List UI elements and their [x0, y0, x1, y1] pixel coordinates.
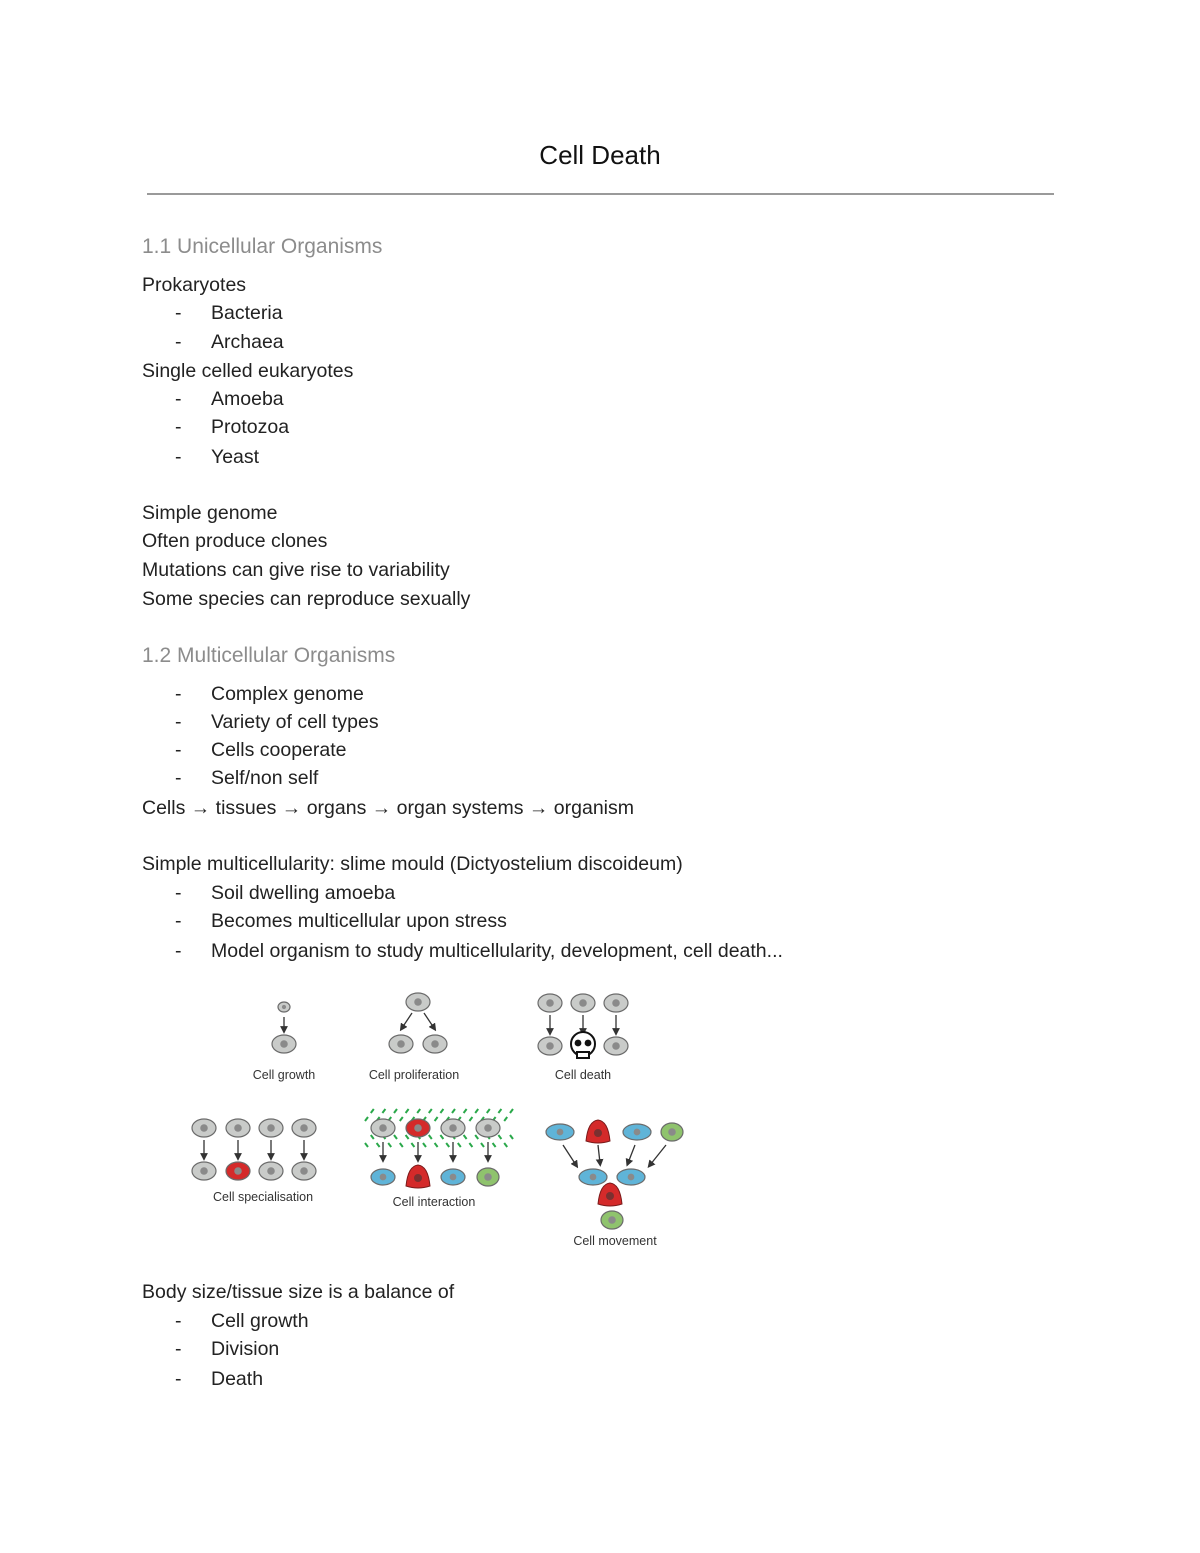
blue-cell	[441, 1169, 465, 1185]
blue-cell	[623, 1124, 651, 1140]
signal-mark	[469, 1143, 472, 1147]
list-item: - Cells cooperate	[175, 739, 347, 761]
signal-mark	[481, 1143, 484, 1147]
list-item: - Yeast	[175, 446, 260, 468]
cell-processes-figure	[180, 985, 700, 1260]
signal-mark	[377, 1143, 380, 1147]
signal-mark	[440, 1135, 443, 1139]
signal-mark	[487, 1109, 490, 1113]
signal-mark	[394, 1109, 397, 1113]
fact-line: Simple genome	[142, 502, 278, 524]
signal-mark	[400, 1143, 403, 1147]
signal-mark	[446, 1143, 449, 1147]
cell	[538, 994, 562, 1012]
signal-mark	[475, 1109, 478, 1113]
title-rule	[147, 193, 1054, 195]
skull-icon	[571, 1032, 595, 1058]
signal-mark	[411, 1143, 414, 1147]
section-heading-unicellular: 1.1 Unicellular Organisms	[142, 235, 383, 258]
signal-mark	[406, 1109, 409, 1113]
label-cell-interaction: Cell interaction	[392, 1195, 476, 1209]
list-item: - Bacteria	[175, 302, 283, 324]
red-cell	[406, 1119, 430, 1137]
signal-mark	[429, 1135, 432, 1139]
signal-mark	[464, 1135, 467, 1139]
signal-mark	[504, 1117, 507, 1121]
signal-mark	[371, 1135, 374, 1139]
cell	[292, 1162, 316, 1180]
arrow	[563, 1145, 576, 1165]
list-item: - Protozoa	[175, 416, 290, 438]
cell	[192, 1162, 216, 1180]
red-cell	[406, 1165, 430, 1188]
small-cell	[278, 1002, 290, 1012]
signal-mark	[365, 1143, 368, 1147]
signal-mark	[469, 1117, 472, 1121]
arrow	[424, 1013, 434, 1028]
cell	[476, 1119, 500, 1137]
fact-line: Often produce clones	[142, 530, 328, 552]
blue-cell	[371, 1169, 395, 1185]
signal-mark	[382, 1109, 385, 1113]
cell	[292, 1119, 316, 1137]
blue-cell	[617, 1169, 645, 1185]
cell	[389, 1035, 413, 1053]
list-item: - Self/non self	[175, 767, 319, 789]
eukaryotes-label: Single celled eukaryotes	[142, 360, 354, 382]
green-cell	[601, 1211, 623, 1229]
list-item: - Complex genome	[175, 683, 364, 705]
cell	[259, 1162, 283, 1180]
signal-mark	[458, 1143, 461, 1147]
list-item: - Death	[175, 1368, 264, 1390]
section-heading-multicellular: 1.2 Multicellular Organisms	[142, 644, 396, 667]
signal-mark	[498, 1109, 501, 1113]
signal-mark	[464, 1109, 467, 1113]
list-item: - Variety of cell types	[175, 711, 379, 733]
arrow	[650, 1145, 666, 1165]
arrow	[598, 1145, 600, 1163]
cell	[371, 1119, 395, 1137]
prokaryotes-label: Prokaryotes	[142, 274, 247, 296]
cell	[441, 1119, 465, 1137]
list-item: - Amoeba	[175, 388, 284, 410]
red-cell	[586, 1120, 610, 1143]
label-cell-death: Cell death	[554, 1068, 612, 1082]
label-cell-specialisation: Cell specialisation	[212, 1190, 314, 1204]
cell	[423, 1035, 447, 1053]
cell-processes-diagram	[180, 985, 700, 1260]
signal-mark	[440, 1109, 443, 1113]
signal-mark	[435, 1143, 438, 1147]
cell	[192, 1119, 216, 1137]
arrow	[402, 1013, 412, 1028]
hierarchy-line: Cells → tissues → organs → organ systems → organism	[142, 797, 634, 819]
slime-mould-label: Simple multicellularity: slime mould (Dictyostelium discoideum)	[142, 853, 683, 875]
signal-mark	[493, 1143, 496, 1147]
signal-mark	[417, 1109, 420, 1113]
list-item: - Division	[175, 1338, 280, 1360]
signal-mark	[371, 1109, 374, 1113]
cell	[571, 994, 595, 1012]
signal-mark	[504, 1143, 507, 1147]
signal-mark	[429, 1109, 432, 1113]
label-cell-proliferation: Cell proliferation	[368, 1068, 460, 1082]
cell	[259, 1119, 283, 1137]
list-item: - Becomes multicellular upon stress	[175, 910, 507, 932]
list-item: - Soil dwelling amoeba	[175, 882, 396, 904]
signal-mark	[365, 1117, 368, 1121]
signal-mark	[406, 1135, 409, 1139]
list-item: - Model organism to study multicellularity, development, cell death...	[175, 940, 783, 962]
cell	[226, 1119, 250, 1137]
cell	[538, 1037, 562, 1055]
signal-mark	[510, 1109, 513, 1113]
list-item: - Archaea	[175, 331, 284, 353]
signal-mark	[475, 1135, 478, 1139]
signal-mark	[388, 1143, 391, 1147]
blue-cell	[546, 1124, 574, 1140]
cell	[272, 1035, 296, 1053]
cell	[406, 993, 430, 1011]
cell	[604, 1037, 628, 1055]
signal-mark	[435, 1117, 438, 1121]
fact-line: Mutations can give rise to variability	[142, 559, 450, 581]
label-cell-growth: Cell growth	[252, 1068, 316, 1082]
signal-mark	[423, 1143, 426, 1147]
red-cell	[226, 1162, 250, 1180]
signal-mark	[394, 1135, 397, 1139]
arrow	[628, 1145, 635, 1163]
signal-mark	[400, 1117, 403, 1121]
list-item: - Cell growth	[175, 1310, 309, 1332]
fact-line: Some species can reproduce sexually	[142, 588, 471, 610]
red-cell	[598, 1183, 622, 1206]
signal-mark	[452, 1109, 455, 1113]
balance-label: Body size/tissue size is a balance of	[142, 1281, 455, 1303]
blue-cell	[579, 1169, 607, 1185]
signal-mark	[510, 1135, 513, 1139]
page-title: Cell Death	[539, 140, 661, 170]
cell	[604, 994, 628, 1012]
green-cell	[477, 1168, 499, 1186]
green-cell	[661, 1123, 683, 1141]
label-cell-movement: Cell movement	[573, 1234, 657, 1248]
signal-mark	[498, 1135, 501, 1139]
